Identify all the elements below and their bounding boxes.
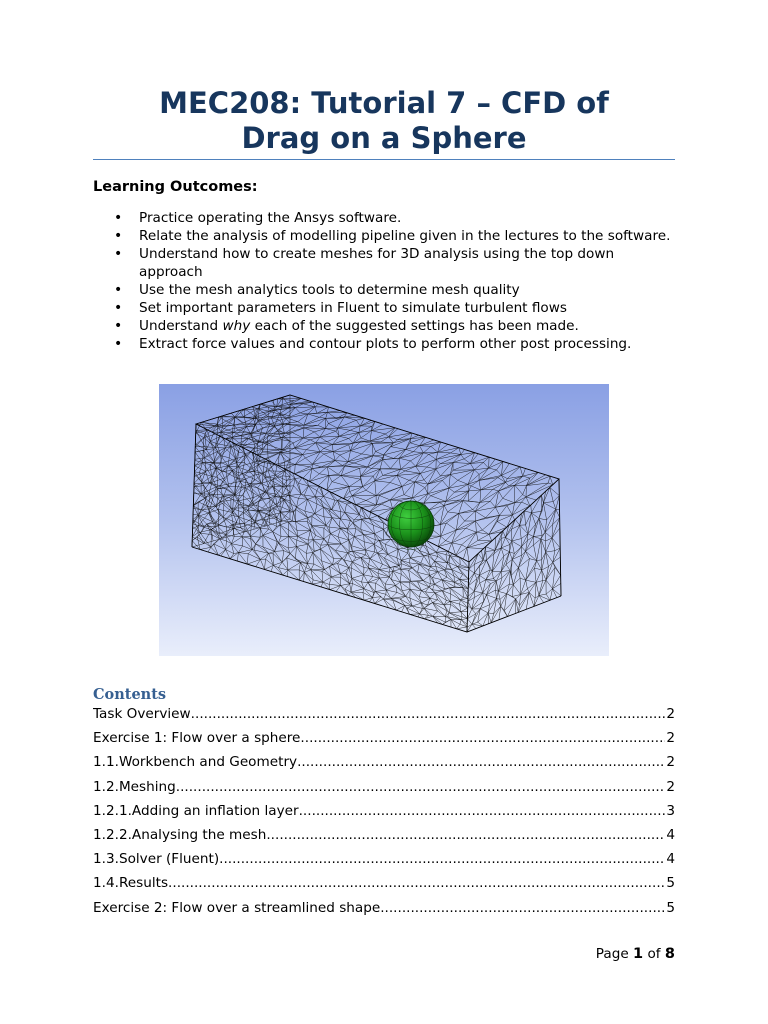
page-footer	[596, 946, 675, 962]
footer-of-word: of	[647, 946, 661, 962]
toc-entry[interactable]	[93, 875, 675, 899]
outcome-text: Understand how to create meshes for 3D analysis using the top down approach	[139, 246, 615, 280]
toc-page-number: 2	[666, 754, 675, 771]
toc-leader	[299, 803, 666, 819]
toc-entry[interactable]	[93, 754, 675, 778]
outcome-emphasis: why	[222, 318, 251, 334]
toc-label: Solver (Fluent)	[118, 851, 220, 868]
toc-label: Workbench and Geometry	[118, 754, 298, 771]
toc-label: Results	[118, 875, 169, 892]
toc-label: Exercise 1: Flow over a sphere	[93, 730, 301, 747]
list-item	[93, 245, 675, 281]
toc-leader	[380, 900, 665, 916]
toc-entry[interactable]	[93, 803, 675, 827]
toc-entry[interactable]	[93, 900, 675, 924]
title-divider	[93, 159, 675, 160]
toc-label: Adding an inflation layer	[131, 802, 299, 819]
page-title	[93, 86, 675, 156]
outcome-text: Use the mesh analytics tools to determine mesh quality	[139, 282, 520, 298]
table-of-contents	[93, 706, 675, 924]
toc-label: Meshing	[118, 778, 176, 795]
learning-outcomes-list	[93, 209, 675, 353]
contents-heading: Contents	[93, 686, 167, 703]
list-item	[93, 281, 675, 299]
toc-number: 1.3.	[93, 851, 119, 868]
outcome-text: each of the suggested settings has been made.	[250, 318, 579, 334]
outcome-text: Practice operating the Ansys software.	[139, 210, 402, 226]
toc-leader	[191, 706, 666, 722]
toc-leader	[219, 851, 665, 867]
list-item	[93, 299, 675, 317]
toc-page-number: 3	[666, 802, 675, 819]
toc-number: 1.1.	[93, 754, 119, 771]
outcome-text: Set important parameters in Fluent to simulate turbulent flows	[139, 300, 567, 316]
footer-page-number: 1	[633, 946, 644, 962]
toc-label: Task Overview	[93, 706, 191, 722]
toc-number: 1.4.	[93, 875, 119, 892]
toc-entry[interactable]	[93, 827, 675, 851]
toc-number: 1.2.2.	[93, 826, 132, 843]
title-line-1: MEC208: Tutorial 7 – CFD of	[159, 86, 609, 120]
toc-label: Exercise 2: Flow over a streamlined shape	[93, 899, 381, 916]
toc-page-number: 2	[666, 706, 675, 722]
toc-page-number: 2	[666, 730, 675, 747]
toc-leader	[266, 827, 665, 843]
mesh-figure	[159, 384, 609, 656]
toc-page-number: 5	[666, 875, 675, 892]
footer-total-pages: 8	[664, 946, 675, 962]
outcome-text: Relate the analysis of modelling pipeline given in the lectures to the software.	[139, 228, 671, 244]
toc-page-number: 5	[666, 899, 675, 916]
toc-number: 1.2.	[93, 778, 119, 795]
toc-leader	[176, 779, 666, 795]
toc-leader	[300, 730, 665, 746]
title-line-2: Drag on a Sphere	[241, 121, 527, 155]
toc-page-number: 4	[666, 826, 675, 843]
list-item	[93, 227, 675, 245]
toc-entry[interactable]	[93, 851, 675, 875]
toc-leader	[297, 754, 665, 770]
toc-entry[interactable]	[93, 730, 675, 754]
mesh-sphere-figure-icon	[159, 384, 609, 656]
footer-page-word: Page	[595, 946, 629, 962]
learning-outcomes-heading: Learning Outcomes:	[93, 179, 258, 195]
toc-entry[interactable]	[93, 779, 675, 803]
toc-page-number: 4	[666, 851, 675, 868]
toc-page-number: 2	[666, 778, 675, 795]
toc-number: 1.2.1.	[93, 802, 132, 819]
list-item	[93, 335, 675, 353]
list-item	[93, 317, 675, 335]
list-item	[93, 209, 675, 227]
outcome-text: Understand	[139, 318, 223, 334]
toc-label: Analysing the mesh	[131, 826, 267, 843]
toc-entry[interactable]	[93, 706, 675, 730]
outcome-text: Extract force values and contour plots to perform other post processing.	[139, 336, 632, 352]
toc-leader	[168, 875, 665, 891]
